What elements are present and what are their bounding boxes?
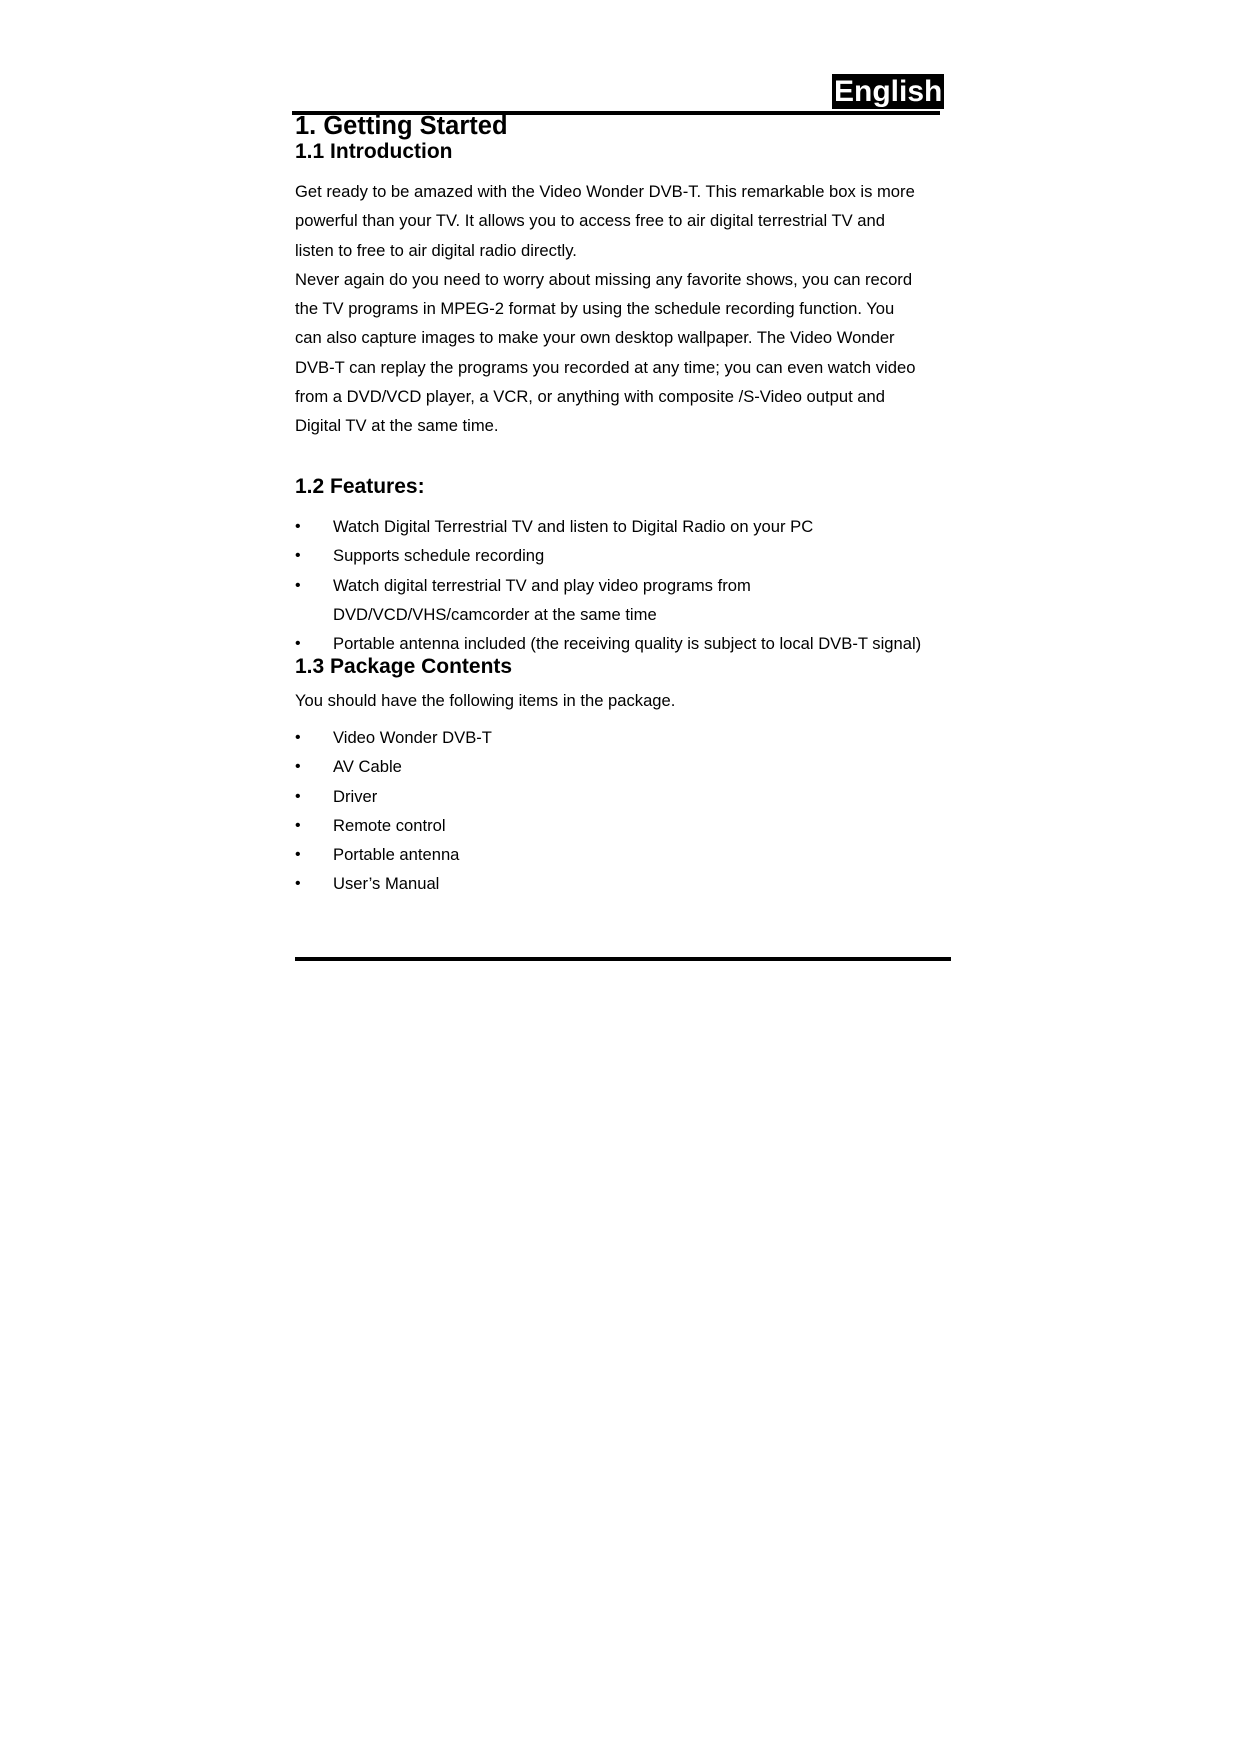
bullet-icon: • — [295, 729, 301, 746]
chapter-title: 1. Getting Started — [295, 112, 508, 140]
features-heading: 1.2 Features: — [295, 475, 425, 498]
list-item — [295, 541, 921, 570]
paragraph-line: can also capture images to make your own desktop wallpaper. The Video Wonder — [295, 328, 895, 348]
paragraph-line: Digital TV at the same time. — [295, 416, 499, 436]
list-item — [295, 512, 921, 541]
bullet-icon: • — [295, 518, 301, 535]
package-intro: You should have the following items in the package. — [295, 691, 676, 710]
introduction-heading: 1.1 Introduction — [295, 140, 453, 163]
paragraph-line: Never again do you need to worry about missing any favorite shows, you can record — [295, 269, 913, 289]
list-item — [295, 752, 492, 781]
bullet-icon: • — [295, 816, 301, 834]
list-item-text: Remote control — [333, 815, 446, 835]
list-item — [295, 723, 492, 752]
list-item-text: Supports schedule recording — [333, 546, 545, 566]
bullet-icon: • — [295, 576, 301, 594]
list-item — [295, 811, 492, 840]
bullet-icon: • — [295, 787, 301, 805]
list-item-text: Portable antenna — [333, 845, 460, 865]
bullet-icon: • — [295, 635, 301, 653]
list-item-text: AV Cable — [333, 757, 402, 777]
list-item — [295, 571, 921, 630]
paragraph-line: listen to free to air digital radio directly. — [295, 240, 577, 260]
list-item-text: Watch digital terrestrial TV and play video programs from — [333, 575, 751, 595]
bullet-icon: • — [295, 547, 301, 565]
package-contents-heading: 1.3 Package Contents — [295, 655, 513, 678]
list-item-text: Driver — [333, 786, 378, 806]
bullet-icon: • — [295, 846, 301, 864]
list-item-text: Portable antenna included (the receiving quality is subject to local DVB-T signal) — [333, 634, 922, 654]
paragraph-line: the TV programs in MPEG-2 format by using the schedule recording function. You — [295, 299, 895, 319]
list-item-text: User’s Manual — [333, 874, 440, 894]
features-list — [295, 512, 921, 658]
paragraph-line: DVB-T can replay the programs you recorded at any time; you can even watch video — [295, 357, 916, 377]
paragraph-line: powerful than your TV. It allows you to access free to air digital terrestrial TV and — [295, 211, 885, 231]
bullet-icon: • — [295, 875, 301, 893]
paragraph-line: from a DVD/VCD player, a VCR, or anything with composite /S-Video output and — [295, 387, 885, 407]
list-item — [295, 869, 492, 898]
list-item-text: DVD/VCD/VHS/camcorder at the same time — [333, 604, 657, 624]
language-badge: English — [834, 75, 943, 108]
list-item — [295, 782, 492, 811]
list-item-text: Watch Digital Terrestrial TV and listen to Digital Radio on your PC — [333, 517, 814, 536]
paragraph-line: Get ready to be amazed with the Video Wonder DVB-T. This remarkable box is more — [295, 182, 915, 201]
list-item-text: Video Wonder DVB-T — [333, 728, 492, 747]
bullet-icon: • — [295, 758, 301, 776]
package-list — [295, 723, 492, 899]
list-item — [295, 840, 492, 869]
footer-rule — [295, 957, 951, 961]
introduction-paragraph — [295, 177, 935, 441]
